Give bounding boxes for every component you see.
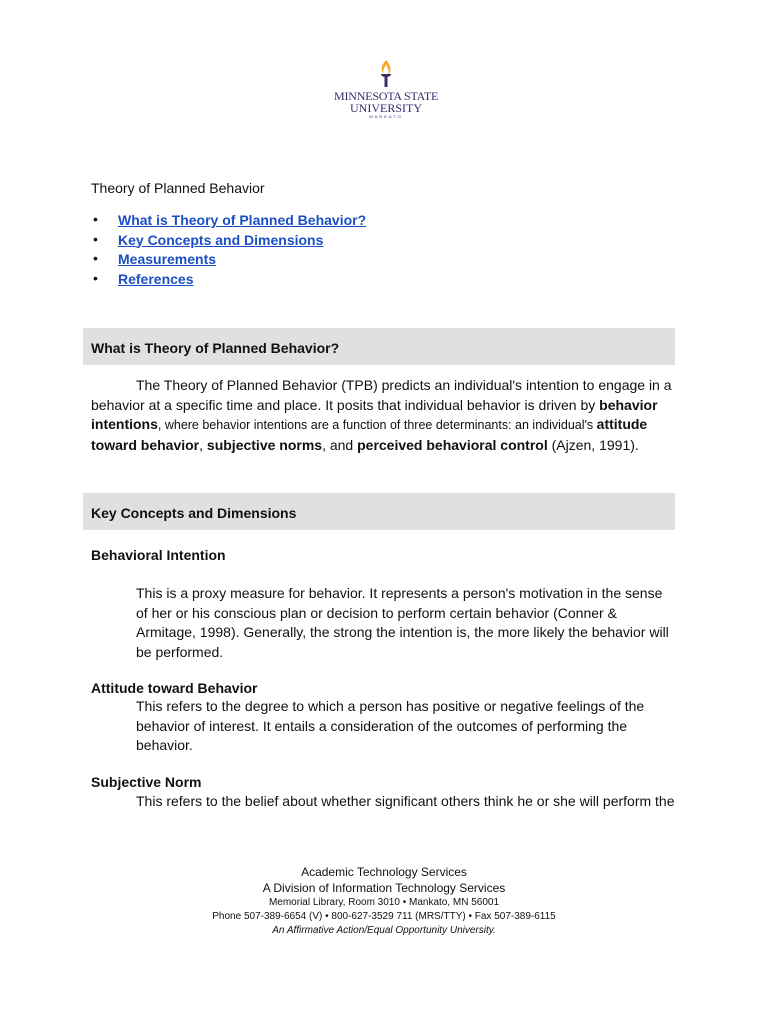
paragraph-text: (Ajzen, 1991). (547, 436, 639, 453)
subheading-subjective-norm: Subjective Norm (91, 774, 202, 790)
footer-phone: Phone 507-389-6654 (V) • 800-627-3529 711 (MRS/TTY) • Fax 507-389-6115 (212, 911, 556, 922)
toc-link-what-is-tpb[interactable]: What is Theory of Planned Behavior? (118, 212, 367, 228)
section-header-what-is-tpb (83, 328, 675, 365)
toc-item (91, 251, 366, 271)
term-attitude-toward-behavior: attitude toward behavior (91, 416, 648, 453)
page-title: Theory of Planned Behavior (91, 180, 265, 196)
section-header-key-concepts (83, 493, 675, 530)
toc-link-measurements[interactable]: Measurements (118, 251, 217, 267)
toc-item (91, 232, 366, 252)
footer-division: A Division of Information Technology Services (262, 881, 506, 895)
subjective-norm-text: This refers to the belief about whether significant others think he or she will perform the (136, 793, 675, 809)
paragraph-text: , where behavior intentions are a function of three determinants: an individual's (157, 418, 597, 432)
attitude-toward-behavior-text: This refers to the degree to which a person has positive or negative feelings of the behavior of interest. It entails a consideration of the outcomes of performing the behavior. (136, 698, 645, 753)
paragraph-text: The Theory of Planned Behavior (TPB) predicts an individual's intention to engage in a behavior at a specific time and place. It posits that individual behavior is driven by (91, 377, 672, 413)
subheading-behavioral-intention: Behavioral Intention (91, 547, 226, 563)
toc-link-key-concepts[interactable]: Key Concepts and Dimensions (118, 231, 324, 248)
logo-text-minnesota-state: MINNESOTA STATE (334, 89, 439, 103)
logo-text-university: UNIVERSITY (350, 101, 422, 115)
logo-text-mankato: MANKATO (369, 114, 403, 119)
torch-flame-icon (375, 58, 397, 88)
toc-link-references[interactable]: References (118, 270, 194, 287)
term-perceived-behavioral-control: perceived behavioral control (357, 436, 548, 453)
university-logo (334, 58, 438, 124)
paragraph-text: , (199, 436, 207, 453)
footer-dept: Academic Technology Services (301, 865, 467, 879)
term-behavior-intentions: behavior intentions (91, 396, 658, 432)
table-of-contents (91, 212, 366, 290)
subheading-attitude-toward-behavior: Attitude toward Behavior (91, 680, 258, 696)
tpb-definition-paragraph (91, 376, 675, 455)
behavioral-intention-text: This is a proxy measure for behavior. It represents a person's motivation in the sense of her or his conscious plan or decision to perform certain behavior (Conner & Armitage, 1998). Generally, the strong the intention is, the more likely the behavior will be performed. (136, 585, 669, 660)
toc-item (91, 271, 366, 291)
section-heading: Key Concepts and Dimensions (91, 505, 297, 521)
footer-address: Memorial Library, Room 3010 • Mankato, MN 56001 (268, 897, 500, 908)
paragraph-text: , and (322, 436, 358, 453)
toc-item (91, 212, 366, 232)
term-subjective-norms: subjective norms (206, 436, 323, 453)
page-footer (0, 864, 768, 938)
section-heading: What is Theory of Planned Behavior? (91, 340, 340, 356)
footer-eeo-statement: An Affirmative Action/Equal Opportunity University. (272, 925, 496, 936)
